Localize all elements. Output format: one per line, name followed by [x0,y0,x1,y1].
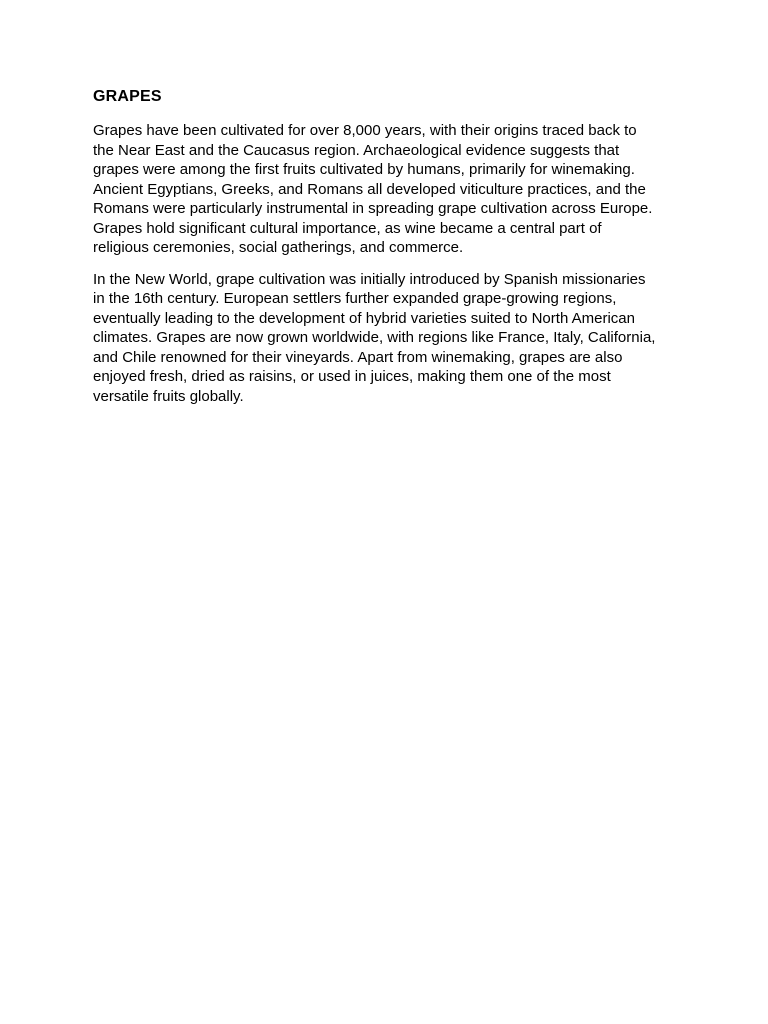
paragraph-line: and Chile renowned for their vineyards. Apart from winemaking, grapes are also [93,348,623,366]
paragraph-line: enjoyed fresh, dried as raisins, or used in juices, making them one of the most [93,368,611,385]
paragraph-2 [93,270,683,407]
paragraph-line: the Near East and the Caucasus region. Archaeological evidence suggests that [93,141,620,159]
paragraph-line: eventually leading to the development of hybrid varieties suited to North American [93,309,635,327]
paragraph-line: Grapes hold significant cultural importance, as wine became a central part of [93,219,602,237]
paragraph-1 [93,121,683,258]
paragraph-line: Ancient Egyptians, Greeks, and Romans all developed viticulture practices, and the [93,180,646,198]
paragraph-line: Grapes have been cultivated for over 8,000 years, with their origins traced back to [93,122,637,139]
paragraph-line: grapes were among the first fruits cultivated by humans, primarily for winemaking. [93,161,635,178]
document-title: GRAPES [93,88,162,105]
paragraph-line: Romans were particularly instrumental in spreading grape cultivation across Europe. [93,200,653,217]
paragraph-line: in the 16th century. European settlers further expanded grape-growing regions, [93,290,617,307]
paragraph-line: religious ceremonies, social gatherings, and commerce. [93,239,464,256]
paragraph-line: climates. Grapes are now grown worldwide, with regions like France, Italy, California, [93,329,656,346]
paragraph-line: In the New World, grape cultivation was initially introduced by Spanish missionaries [93,270,646,288]
document-body [93,86,683,418]
paragraph-line: versatile fruits globally. [93,387,244,405]
